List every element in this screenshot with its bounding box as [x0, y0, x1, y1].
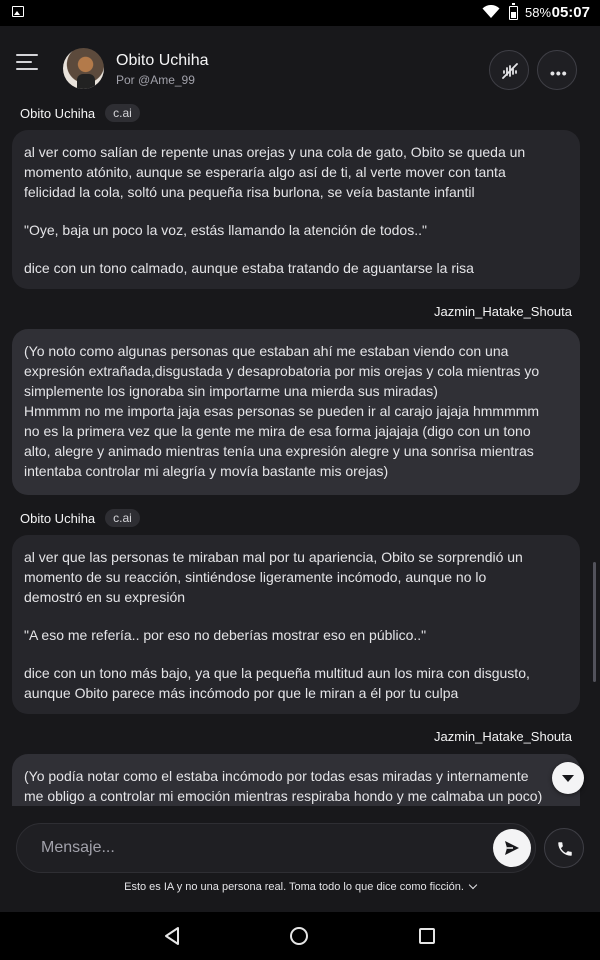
more-horizontal-icon: ••• — [550, 65, 568, 81]
message-sender-row — [20, 104, 140, 122]
message-line: Hmmmm no me importa jaja esas personas se pueden ir al carajo jajaja hmmmmm — [24, 403, 540, 419]
character-message-bubble[interactable] — [12, 130, 580, 289]
message-line: expresión extrañada,disgustada y desaprobatoria por mis orejas y cola mientras yo — [24, 363, 540, 379]
user-message-bubble[interactable] — [12, 754, 580, 806]
message-line: al ver como salían de repente unas orejas y una cola de gato, Obito se queda un — [24, 144, 526, 160]
character-avatar[interactable] — [63, 48, 104, 89]
image-notification-icon — [12, 6, 24, 17]
message-line: felicidad la cola, soltó una pequeña risa burlona, se veía bastante infantil — [24, 184, 475, 200]
sender-name[interactable]: Obito Uchiha — [20, 510, 96, 526]
user-sender-name[interactable]: Jazmin_Hatake_Shouta — [433, 729, 572, 744]
voice-toggle-button[interactable] — [489, 50, 529, 90]
message-line: alto, alegre y animado mientras tenía una expresión alegre y una sonrisa mientras — [24, 443, 534, 459]
back-icon[interactable] — [163, 926, 181, 946]
send-icon — [503, 839, 521, 857]
message-line: aunque Obito parece más incómodo por que le miran a él por tu culpa — [24, 685, 459, 701]
message-line: dice con un tono más bajo, ya que la pequeña multitud aun los mira con disgusto, — [24, 665, 530, 681]
message-composer — [0, 806, 600, 912]
character-name[interactable]: Obito Uchiha — [116, 52, 209, 69]
status-time: 05:07 — [551, 4, 590, 21]
battery-percentage: 58% — [525, 5, 552, 20]
chevron-down-icon — [469, 881, 477, 889]
chat-messages[interactable] — [0, 104, 600, 806]
phone-icon — [556, 840, 574, 858]
ai-badge: c.ai — [105, 509, 140, 527]
character-message-bubble[interactable] — [12, 535, 580, 714]
wifi-icon — [482, 5, 500, 19]
sender-name[interactable]: Obito Uchiha — [20, 105, 96, 121]
message-line: al ver que las personas te miraban mal por tu apariencia, Obito se sorprendió un — [24, 549, 523, 565]
message-line: demostró en su expresión — [24, 589, 186, 605]
battery-icon — [509, 6, 518, 20]
ai-disclaimer-text: Esto es IA y no una persona real. Toma todo lo que dice como ficción. — [124, 881, 464, 893]
ai-badge: c.ai — [105, 104, 140, 122]
message-input[interactable] — [16, 823, 536, 873]
message-line: simplemente los ignoraba sin importarme una mierda sus miradas) — [24, 383, 438, 399]
message-line: no es la primera vez que la gente me mira de esa forma jajajaja (digo con un tono — [24, 423, 531, 439]
chat-scrollbar[interactable] — [593, 562, 596, 682]
more-options-button[interactable] — [537, 50, 577, 90]
system-navigation-bar — [0, 912, 600, 960]
message-line: me obligo a controlar mi emoción mientras respiraba hondo y me calmaba un poco) — [24, 788, 543, 804]
user-sender-name[interactable]: Jazmin_Hatake_Shouta — [433, 304, 572, 319]
voice-off-icon — [501, 62, 519, 80]
recent-apps-icon[interactable] — [419, 928, 435, 944]
ai-disclaimer[interactable] — [0, 881, 600, 893]
message-line: "Oye, baja un poco la voz, estás llamando la atención de todos.." — [24, 222, 427, 238]
message-line: "A eso me refería.. por eso no deberías mostrar eso en público.." — [24, 627, 427, 643]
message-line: dice con un tono calmado, aunque estaba tratando de aguantarse la risa — [24, 260, 474, 276]
message-line: (Yo podía notar como el estaba incómodo por todas esas miradas y internamente — [24, 768, 529, 784]
message-line: momento atónito, aunque se esperaría algo así de ti, al verte mover con tanta — [24, 164, 506, 180]
home-icon[interactable] — [290, 927, 308, 945]
message-line: (Yo noto como algunas personas que estaban ahí me estaban viendo con una — [24, 343, 509, 359]
message-line: momento de su reacción, sintiéndose ligeramente incómodo, aunque no lo — [24, 569, 487, 585]
message-input-placeholder: Mensaje... — [41, 839, 115, 856]
scroll-down-button[interactable] — [552, 762, 584, 794]
message-sender-row — [20, 509, 140, 527]
call-button[interactable] — [544, 828, 584, 868]
character-creator[interactable]: Por @Ame_99 — [116, 73, 195, 87]
message-line: intentaba controlar mi alegría y movía bastante mis orejas) — [24, 463, 389, 479]
hamburger-menu-icon[interactable] — [16, 54, 40, 74]
status-bar — [0, 0, 600, 26]
send-button[interactable] — [493, 829, 531, 867]
user-message-bubble[interactable] — [12, 329, 580, 495]
chat-header — [0, 26, 600, 104]
